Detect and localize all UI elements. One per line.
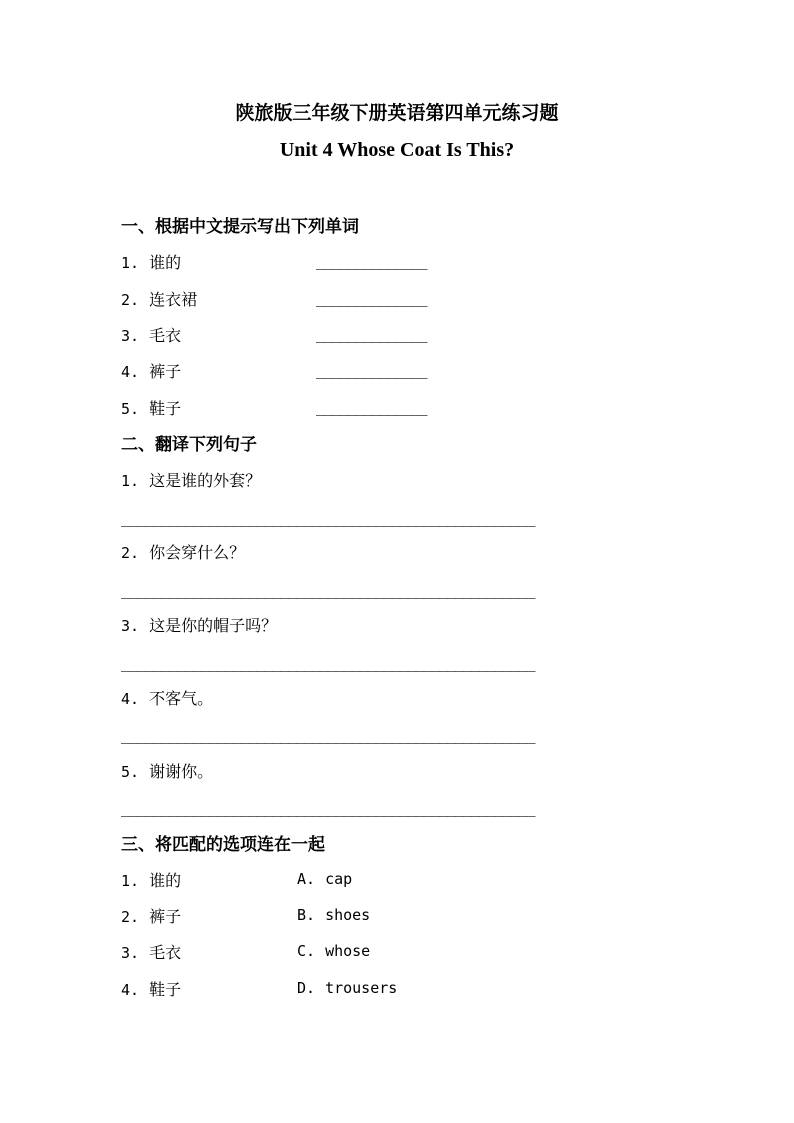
item-number: 4. — [121, 690, 140, 708]
match-option-c[interactable] — [297, 942, 370, 960]
answer-blank[interactable]: ______________ — [316, 289, 427, 307]
item-number: 2. — [121, 291, 140, 309]
option-letter: D. — [297, 979, 316, 997]
item-number: 3. — [121, 617, 140, 635]
option-letter: C. — [297, 942, 316, 960]
item-number: 5. — [121, 763, 140, 781]
section1-heading: 一、根据中文提示写出下列单词 — [121, 217, 359, 237]
section1-item-5 — [121, 396, 181, 419]
answer-blank[interactable]: ______________ — [316, 361, 427, 379]
item-prompt: 裤子 — [149, 362, 182, 381]
answer-line[interactable]: ____________________________________________________ — [121, 654, 535, 672]
section3-item-2 — [121, 904, 181, 927]
section2-item-3 — [121, 613, 277, 636]
item-prompt: 这是你的帽子吗？ — [149, 616, 278, 635]
match-option-b[interactable] — [297, 906, 370, 924]
item-number: 2. — [121, 544, 140, 562]
option-letter: B. — [297, 906, 316, 924]
answer-blank[interactable]: ______________ — [316, 252, 427, 270]
section1-item-2 — [121, 287, 197, 310]
item-prompt: 毛衣 — [149, 326, 182, 345]
section3-item-4 — [121, 977, 181, 1000]
section2-heading: 二、翻译下列句子 — [121, 435, 257, 455]
item-number: 5. — [121, 400, 140, 418]
match-option-d[interactable] — [297, 979, 397, 997]
section2-item-5 — [121, 759, 213, 782]
answer-blank[interactable]: ______________ — [316, 398, 427, 416]
item-number: 2. — [121, 908, 140, 926]
item-number: 1. — [121, 254, 140, 272]
item-prompt: 毛衣 — [149, 943, 182, 962]
item-number: 1. — [121, 872, 140, 890]
item-prompt: 连衣裙 — [149, 290, 198, 309]
section2-item-1 — [121, 468, 261, 491]
item-number: 4. — [121, 363, 140, 381]
item-number: 1. — [121, 472, 140, 490]
answer-line[interactable]: ____________________________________________________ — [121, 509, 535, 527]
option-text: shoes — [325, 906, 371, 924]
section1-item-3 — [121, 323, 181, 346]
answer-line[interactable]: ____________________________________________________ — [121, 726, 535, 744]
section2-item-4 — [121, 686, 213, 709]
section1-item-4 — [121, 359, 181, 382]
section1-item-1 — [121, 250, 181, 273]
section3-heading: 三、将匹配的选项连在一起 — [121, 835, 325, 855]
option-letter: A. — [297, 870, 316, 888]
item-prompt: 谁的 — [149, 253, 182, 272]
item-prompt: 鞋子 — [149, 980, 182, 999]
item-number: 3. — [121, 944, 140, 962]
item-number: 4. — [121, 981, 140, 999]
option-text: cap — [325, 870, 353, 888]
section3-item-1 — [121, 868, 181, 891]
answer-line[interactable]: ____________________________________________________ — [121, 581, 535, 599]
item-prompt: 裤子 — [149, 907, 182, 926]
option-text: trousers — [325, 979, 398, 997]
section2-item-2 — [121, 540, 245, 563]
item-prompt: 谢谢你。 — [149, 762, 214, 781]
item-prompt: 不客气。 — [149, 689, 214, 708]
match-option-a[interactable] — [297, 870, 352, 888]
page-subtitle: Unit 4 Whose Coat Is This? — [279, 139, 515, 161]
section3-item-3 — [121, 940, 181, 963]
item-prompt: 鞋子 — [149, 399, 182, 418]
item-prompt: 这是谁的外套？ — [149, 471, 262, 490]
answer-blank[interactable]: ______________ — [316, 325, 427, 343]
answer-line[interactable]: ____________________________________________________ — [121, 799, 535, 817]
page-title: 陕旅版三年级下册英语第四单元练习题 — [235, 102, 559, 124]
item-number: 3. — [121, 327, 140, 345]
item-prompt: 谁的 — [149, 871, 182, 890]
option-text: whose — [325, 942, 371, 960]
item-prompt: 你会穿什么？ — [149, 543, 246, 562]
